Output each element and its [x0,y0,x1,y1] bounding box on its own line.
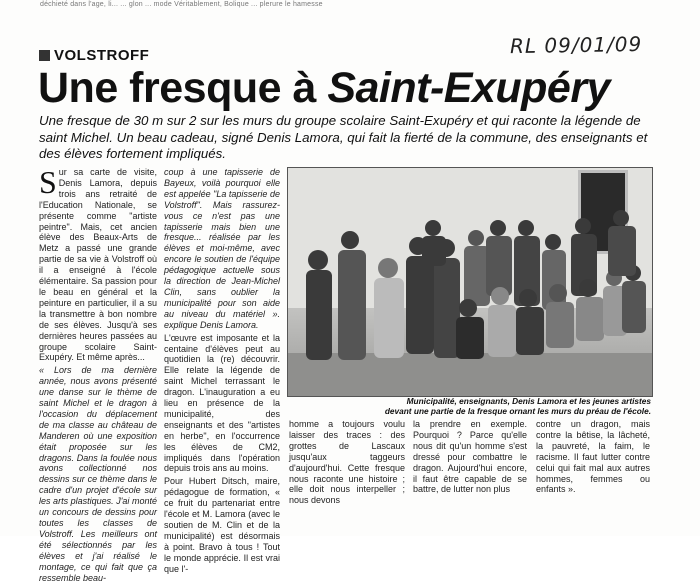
people-silhouettes [288,168,652,396]
bottom-column-2: la prendre en exemple. Pourquoi ? Parce qu'elle nous dit qu'un homme s'est dressé pour combattre le dragon. Aujourd'hui encore, il faut être capable de se battre, de lutter non plus [413,419,527,495]
article-standfirst: Une fresque de 30 m sur 2 sur les murs du groupe scolaire Saint-Exupéry et qui raconte la légende de saint Michel. Un beau cadeau, signé Denis Lamora, qui fait la fierté de la commune, des enseignants et des élèves fortement impliqués. [39,113,648,161]
bottom-column-3: contre un dragon, mais contre la bêtise, la lâcheté, la pauvreté, la faim, le racisme. Il faut lutter contre celui qui fait mal aux autres hommes, femmes ou enfants ». [536,419,650,495]
caption-line-2: devant une partie de la fresque ornant les murs du préau de l'école. [384,406,651,416]
col1-paragraph-1: ur sa carte de visite, Denis Lamora, depuis trois ans retraité de l'Education Nationale, se présente comme "artiste peintre". Mais, cet ancien élève des Beaux-Arts de Metz a passé une grande partie de sa vie à Volstroff où il a enseigné à l'école élémentaire. Sa passion pour le beau en général et la peinture en particulier, il a su la transmettre à bon nombre de ses élèves. Jusqu'à ses dernières heures passées au groupe scolaire Saint-Exupéry. Et même après... [39,167,157,363]
group-photo [287,167,653,397]
section-rubric [39,47,149,63]
rubric-label: VOLSTROFF [54,46,150,64]
article-headline [38,62,678,114]
drop-cap: S [39,164,57,200]
headline-part1: Une fresque à [38,64,328,112]
col2-paragraph-1: coup à une tapisserie de Bayeux, voilà pourquoi elle est appelée "La tapisserie de Volstroff". Mais rassurez-vous ce n'est pas une tapisserie mais bien une fresque... réalisée par les élèves et moi-même, avec encore le soutien de l'équipe pédagogique actuelle sous la direction de Jean-Michel Clin, sans oublier la municipalité pour son aide au niveau du matériel ». explique Denis Lamora. [164,167,280,330]
bottom-column-1: homme a toujours voulu laisser des traces : des grottes de Lascaux jusqu'aux taggeurs d'aujourd'hui. Cette fresque nous raconte une histoire ; elle doit nous interpeller ; nous devons [289,419,405,506]
handwritten-date: RL 09/01/09 [509,31,643,59]
caption-line-1: Municipalité, enseignants, Denis Lamora et les jeunes artistes [406,396,651,406]
rubric-square-icon [39,50,50,61]
col2-paragraph-2: L'œuvre est imposante et la centaine d'élèves peut au quotidien la (re) découvrir. Elle relate la légende de saint Michel terrassant le dragon. L'inauguration a eu lieu en présence de la municipalité, des enseignants et des "artistes en herbe", en l'occurrence les élèves de CM2, impliqués dans l'opération depuis trois ans au moins. [164,332,280,474]
col1-paragraph-2: « Lors de ma dernière année, nous avons présenté une danse sur le thème de saint Michel et le dragon à l'occasion du déplacement de ma classe au château de Manderen où une exposition était proposée sur les dragons. Dans la foulée nous avons collectionné nos dessins sur ce thème dans le cadre d'un projet d'école sur les arts plastiques. J'ai monté un concours de dessins pour toutes les classes de Volstroff. Les meilleurs ont été sélectionnés par les élèves et j'ai réalisé le montage, ce qui fait que ça ressemble beau- [39,365,157,583]
col2-paragraph-3: Pour Hubert Ditsch, maire, pédagogue de formation, « ce fruit du partenariat entre l'école et M. Lamora (avec le soutien de M. Clin et de la municipalité) est désormais à point. Bravo à tous ! Tout le monde apprécie. Il est vrai que l'- [164,476,280,574]
cut-off-previous-article: déchieté dans l'age, li... ... glon ... mode Véritablement, Bolique ... plerure le hamesse [40,1,323,8]
text-column-1 [39,164,157,583]
text-column-2 [164,167,280,574]
headline-part2: Saint-Exupéry [327,64,610,112]
photo-caption [287,396,651,416]
